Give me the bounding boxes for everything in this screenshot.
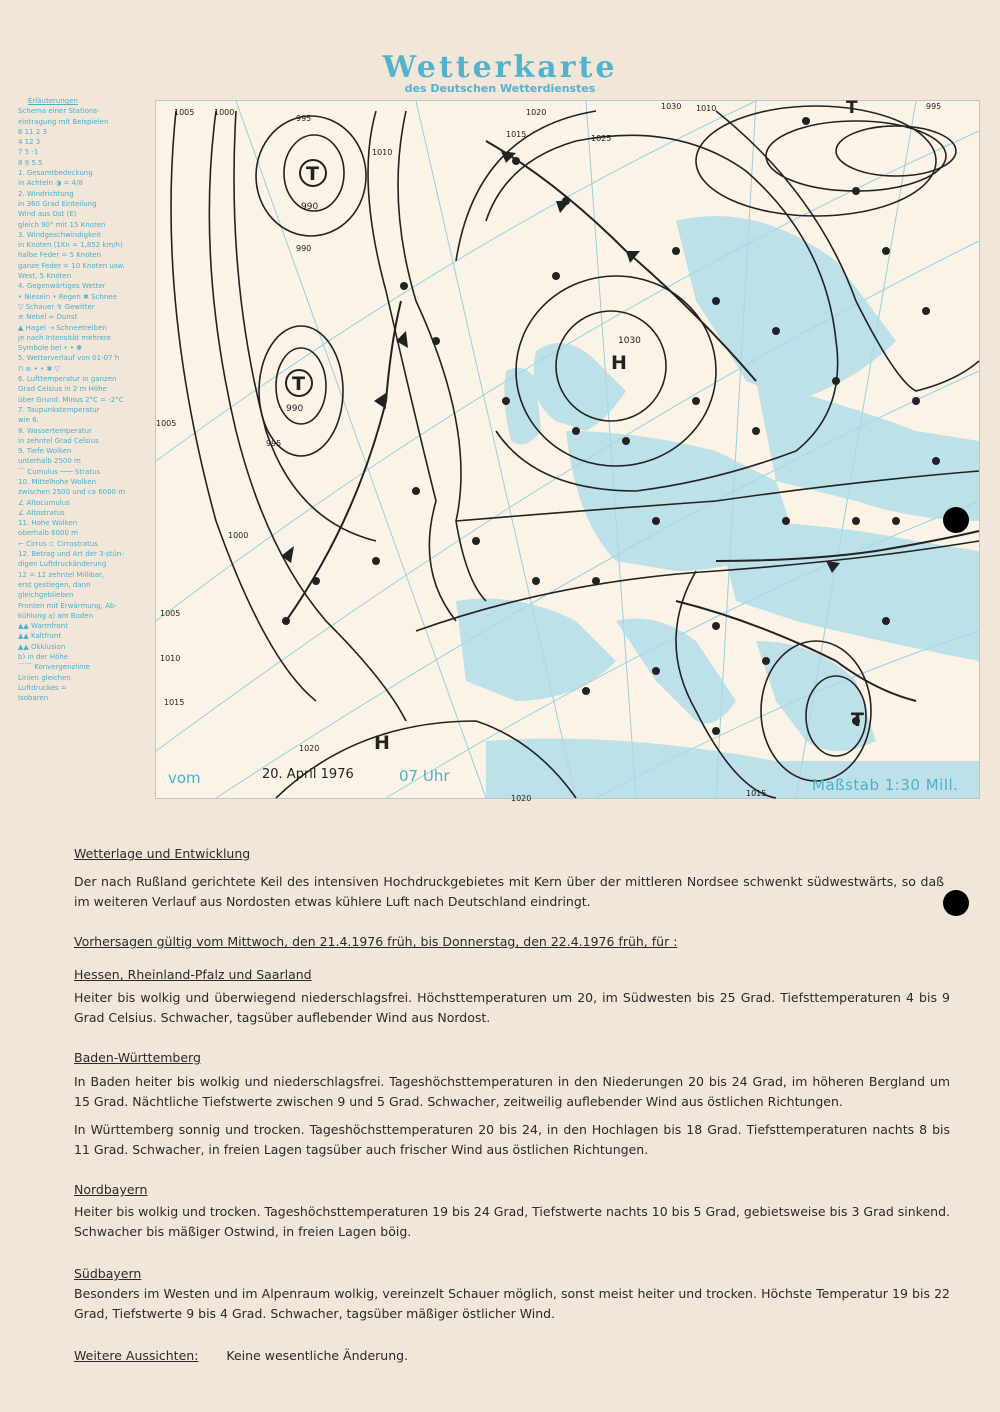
isobar-label: 995: [296, 114, 312, 123]
legend-line: eintragung mit Beispielen: [18, 117, 109, 126]
isobar-label: 1005: [156, 419, 177, 428]
legend-line: ≡ Nebel ∞ Dunst: [18, 313, 78, 322]
title-main: Wetterkarte: [382, 50, 618, 85]
legend-line: erst gestiegen, dann: [18, 580, 91, 589]
legend-line: ⊓ ≡ • • ✱ ▽: [18, 364, 60, 373]
legend-line: 1. Gesamtbedeckung: [18, 169, 93, 178]
legend-line: 3. Windgeschwindigkeit: [18, 230, 101, 239]
legend-panel: [18, 96, 156, 704]
section-heading: Wetterlage und Entwicklung: [74, 846, 251, 861]
legend-line: 6 11 2 3: [18, 127, 47, 136]
map-title: [380, 52, 620, 95]
low-center-2: T: [292, 373, 305, 395]
legend-line: ▲▲ Warmfront: [18, 622, 68, 631]
high-center-1-pressure: 1030: [618, 336, 641, 346]
low-center-1: T: [306, 163, 319, 185]
legend-line: ▲▲ Okklusion: [18, 642, 66, 651]
isobar-label: 1020: [526, 108, 547, 117]
legend-line: • Nieseln • Regen ✱ Schnee: [18, 292, 117, 301]
title-sub: des Deutschen Wetterdienstes: [404, 82, 596, 95]
legend-line: 9. Tiefe Wolken: [18, 447, 72, 456]
isobar-label: 1020: [299, 744, 320, 753]
map-date: 20. April 1976: [262, 767, 354, 782]
legend-line: West, 5 Knoten: [18, 272, 72, 281]
validity-line: Vorhersagen gültig vom Mittwoch, den 21.4.1976 früh, bis Donnerstag, den 22.4.1976 früh, für :: [74, 934, 678, 949]
outlook-line: [74, 1346, 950, 1366]
legend-line: 5. Wetterverlauf von 01-07 h: [18, 354, 120, 363]
legend-line: b) in der Höhe: [18, 653, 69, 662]
legend-line: Wind aus Ost (E): [18, 210, 77, 219]
legend-line: in 360 Grad Einteilung: [18, 199, 97, 208]
legend-line: oberhalb 6000 m: [18, 529, 78, 538]
legend-line: Grad Celsius in 2 m Höhe: [18, 385, 107, 394]
legend-line: in Knoten (1Kn = 1,852 km/h): [18, 241, 123, 250]
isobar-label: 1000: [228, 531, 249, 540]
legend-line: 8. Wassertemperatur: [18, 426, 92, 435]
paragraph: Der nach Rußland gerichtete Keil des intensiven Hochdruckgebietes mit Kern über der mittleren Nordsee schwenkt südwestwärts, so daß im weiteren Verlauf aus Nordosten etwas kühlere Luft nach Deutschland eindringt.: [74, 874, 944, 909]
legend-line: 7. Taupunkstemperatur: [18, 405, 100, 414]
legend-line: in Achteln ◑ = 4/8: [18, 179, 83, 188]
isobar-label: 1025: [591, 134, 612, 143]
legend-line: zwischen 2500 und ca 6000 m: [18, 488, 126, 497]
legend-line: ▲ Hagel ⇢ Schneetreiben: [18, 323, 107, 332]
legend-line: Schema einer Stations-: [18, 107, 100, 116]
isobar-label: 1005: [174, 108, 195, 117]
high-center-1: H: [611, 352, 627, 374]
legend-line: digen Luftdruckänderung: [18, 560, 107, 569]
legend-line: halbe Feder = 5 Knoten: [18, 251, 102, 260]
punch-hole: [943, 507, 969, 533]
isobar-label: 1010: [160, 654, 181, 663]
isobar-label: 1015: [164, 698, 185, 707]
paragraph: Heiter bis wolkig und trocken. Tageshöchsttemperaturen 19 bis 24 Grad, Tiefstwerte nachts 10 bis 5 Grad, gebietsweise bis 3 Grad sinkend. Schwacher bis mäßiger Ostwind, in freien Lagen böig.: [74, 1204, 950, 1239]
isobar-label: 995: [926, 102, 942, 111]
outlook-text: Keine wesentliche Änderung.: [226, 1348, 409, 1363]
legend-line: 12. Betrag und Art der 3-stün-: [18, 550, 124, 559]
legend-line: ganze Feder = 10 Knoten usw.: [18, 261, 125, 270]
legend-line: gleich 90° mit 15 Knoten: [18, 220, 106, 229]
legend-line: Luftdruckes =: [18, 683, 67, 692]
map-time: 07 Uhr: [399, 767, 450, 785]
legend-line: ∠ Altostratus: [18, 508, 65, 517]
legend-line: wie 6.: [18, 416, 39, 425]
isobar-label: 1010: [696, 104, 717, 113]
legend-line: ∠ Altocumulus: [18, 498, 70, 507]
legend-line: 4 12 3: [18, 138, 41, 147]
punch-hole: [943, 890, 969, 916]
legend-line: 11. Hohe Wolken: [18, 519, 78, 528]
legend-line: 10. Mittelhohe Wolken: [18, 477, 97, 486]
isobar-label: 1010: [372, 148, 393, 157]
low-center-3: T: [851, 709, 864, 731]
section-heading: Baden-Württemberg: [74, 1050, 201, 1065]
legend-line: ▽ Schauer ↯ Gewitter: [18, 302, 95, 311]
legend-line: 4. Gegenwärtiges Wetter: [18, 282, 106, 291]
isobar-label: 990: [296, 244, 312, 253]
isobar-label: 1020: [511, 794, 532, 803]
isobar-label: 1015: [746, 789, 767, 798]
section-heading: Nordbayern: [74, 1182, 148, 1197]
legend-line: ⌒ Cumulus ─── Stratus: [18, 467, 101, 476]
paragraph: Besonders im Westen und im Alpenraum wolkig, vereinzelt Schauer möglich, sonst meist heiter und trocken. Höchste Temperatur 19 bis 22 Grad, Tiefstwerte 9 bis 4 Grad. Schwacher, tagsüber mäßiger östlicher Wind.: [74, 1286, 950, 1321]
legend-line: Fronten mit Erwärmung, Ab-: [18, 601, 117, 610]
legend-line: ▲▲ Kaltfront: [18, 632, 62, 641]
isobar-label: 995: [266, 439, 282, 448]
map-canvas: [156, 98, 979, 803]
map-vom-label: vom: [168, 769, 201, 787]
legend-line: Symbole bei • • ✱: [18, 344, 83, 353]
low-center-4: T: [846, 98, 858, 118]
legend-line: je nach Intensität mehrere: [18, 333, 111, 342]
paragraph: Heiter bis wolkig und überwiegend niederschlagsfrei. Höchsttemperaturen um 20, im Südwesten bis 25 Grad. Tiefsttemperaturen 4 bis 9 Grad Celsius. Schwacher, tagsüber auflebender Wind aus Nordost.: [74, 990, 950, 1025]
legend-line: 7 5 -1: [18, 148, 39, 157]
legend-line: 6. Lufttemperatur in ganzen: [18, 375, 117, 384]
section-heading: Südbayern: [74, 1266, 142, 1281]
legend-line: 2. Windrichtung: [18, 189, 74, 198]
isobar-label: 1005: [160, 609, 181, 618]
paragraph: In Baden heiter bis wolkig und niederschlagsfrei. Tageshöchsttemperaturen in den Niederungen 20 bis 24 Grad, im höheren Bergland um 15 Grad. Nächtliche Tiefstwerte zwischen 9 und 5 Grad. Schwacher, zeitweilig auflebender Wind aus östlichen Richtungen.: [74, 1074, 950, 1109]
section-heading: Hessen, Rheinland-Pfalz und Saarland: [74, 967, 312, 982]
legend-heading: Erläuterungen: [28, 97, 78, 105]
legend-line: unterhalb 2500 m: [18, 457, 81, 466]
legend-line: Linien gleichen: [18, 673, 71, 682]
legend-line: kühlung a) am Boden: [18, 611, 94, 620]
legend-line: 8 9 5.5: [18, 158, 43, 167]
legend-line: über Grund. Minus 2°C = -2°C: [18, 395, 124, 404]
legend-line: Isobaren: [18, 694, 49, 703]
low-center-2-pressure: 990: [286, 404, 304, 414]
isobar-label: 1030: [661, 102, 682, 111]
legend-line: gleichgeblieben: [18, 591, 74, 600]
low-center-1-pressure: 990: [301, 202, 319, 212]
legend-line: ⌐ Cirrus ⊂ Cirrostratus: [18, 539, 98, 548]
weather-map: [155, 98, 980, 803]
map-scale: Maßstab 1:30 Mill.: [812, 776, 959, 794]
paragraph: In Württemberg sonnig und trocken. Tageshöchsttemperaturen 20 bis 24, in den Hochlagen bis 18 Grad. Tiefsttemperaturen nachts 8 bis 11 Grad. Schwacher, in freien Lagen tagsüber auch frischer Wind aus östlichen Richtungen.: [74, 1122, 950, 1157]
high-center-2: H: [374, 732, 390, 754]
legend-line: in zehntel Grad Celsius: [18, 436, 99, 445]
isobar-label: 1000: [214, 108, 235, 117]
legend-line: 12 = 12 zehntel Millibar,: [18, 570, 105, 579]
outlook-label: Weitere Aussichten:: [74, 1348, 199, 1363]
legend-line: ⌒⌒ Konvergenzlinie: [18, 663, 90, 672]
isobar-label: 1015: [506, 130, 527, 139]
